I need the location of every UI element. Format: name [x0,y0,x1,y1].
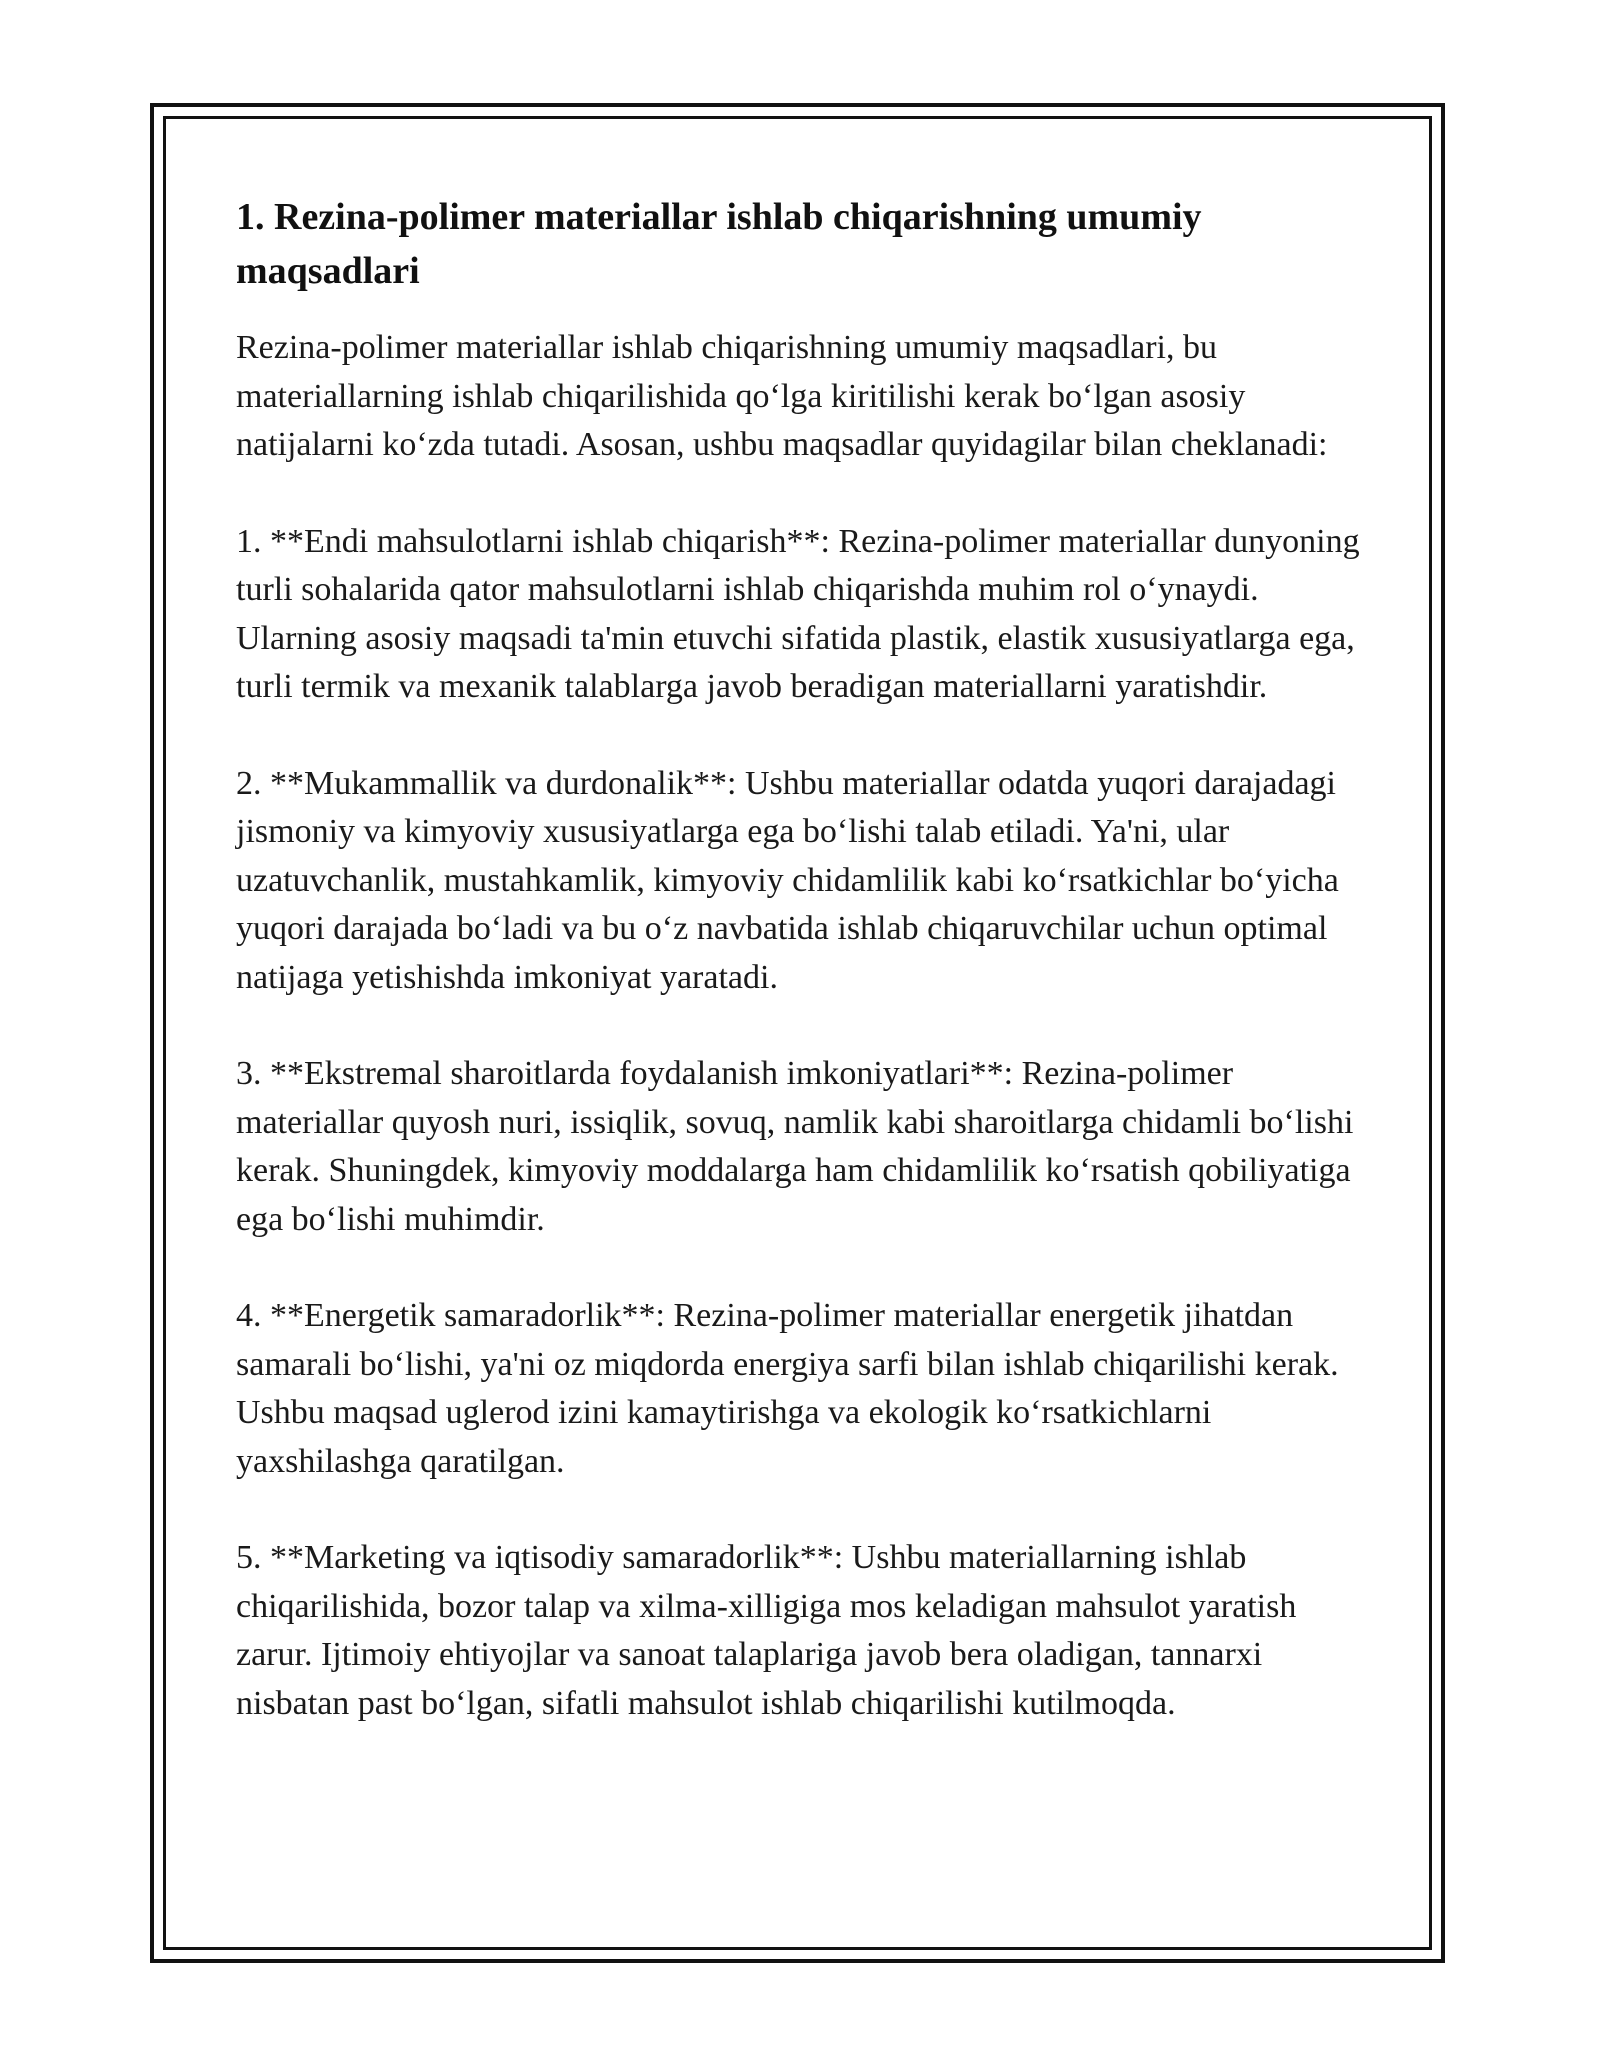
document-body [236,190,1366,1776]
intro-paragraph: Rezina-polimer materiallar ishlab chiqarishning umumiy maqsadlari, bu materiallarning ishlab chiqarilishida qo‘lga kiritilishi kerak bo‘lgan asosiy natijalarni ko‘zda tutadi. Asosan, ushbu maqsadlar quyidagilar bilan cheklanadi: [236,329,1328,463]
section-heading: 1. Rezina-polimer materiallar ishlab chiqarishning umumiy maqsadlari [236,196,1202,292]
list-item-1-paragraph: 1. **Endi mahsulotlarni ishlab chiqarish**: Rezina-polimer materiallar dunyoning turli sohalarida qator mahsulotlarni ishlab chiqarishda muhim rol o‘ynaydi. Ularning asosiy maqsadi ta'min etuvchi sifatida plastik, elastik xususiyatlarga ega, turli termik va mexanik talablarga javob beradigan materiallarni yaratishdir. [236,522,1360,705]
list-item-5-paragraph: 5. **Marketing va iqtisodiy samaradorlik**: Ushbu materiallarning ishlab chiqarilishida, bozor talap va xilma-xilligiga mos keladigan mahsulot yaratish zarur. Ijtimoiy ehtiyojlar va sanoat talaplariga javob bera oladigan, tannarxi nisbatan past bo‘lgan, sifatli mahsulot ishlab chiqarilishi kutilmoqda. [236,1539,1297,1722]
list-item-2-paragraph: 2. **Mukammallik va durdonalik**: Ushbu materiallar odatda yuqori darajadagi jismoniy va kimyoviy xususiyatlarga ega bo‘lishi talab etiladi. Ya'ni, ular uzatuvchanlik, mustahkamlik, kimyoviy chidamlilik kabi ko‘rsatkichlar bo‘yicha yuqori darajada bo‘ladi va bu o‘z navbatida ishlab chiqaruvchilar uchun optimal natijaga yetishishda imkoniyat yaratadi. [236,764,1339,996]
list-item-4-paragraph: 4. **Energetik samaradorlik**: Rezina-polimer materiallar energetik jihatdan samarali bo‘lishi, ya'ni oz miqdorda energiya sarfi bilan ishlab chiqarilishi kerak. Ushbu maqsad uglerod izini kamaytirishga va ekologik ko‘rsatkichlarni yaxshilashga qaratilgan. [236,1297,1339,1480]
list-item-3-paragraph: 3. **Ekstremal sharoitlarda foydalanish imkoniyatlari**: Rezina-polimer materiallar quyosh nuri, issiqlik, sovuq, namlik kabi sharoitlarga chidamli bo‘lishi kerak. Shuningdek, kimyoviy moddalarga ham chidamlilik ko‘rsatish qobiliyatiga ega bo‘lishi muhimdir. [236,1055,1354,1238]
